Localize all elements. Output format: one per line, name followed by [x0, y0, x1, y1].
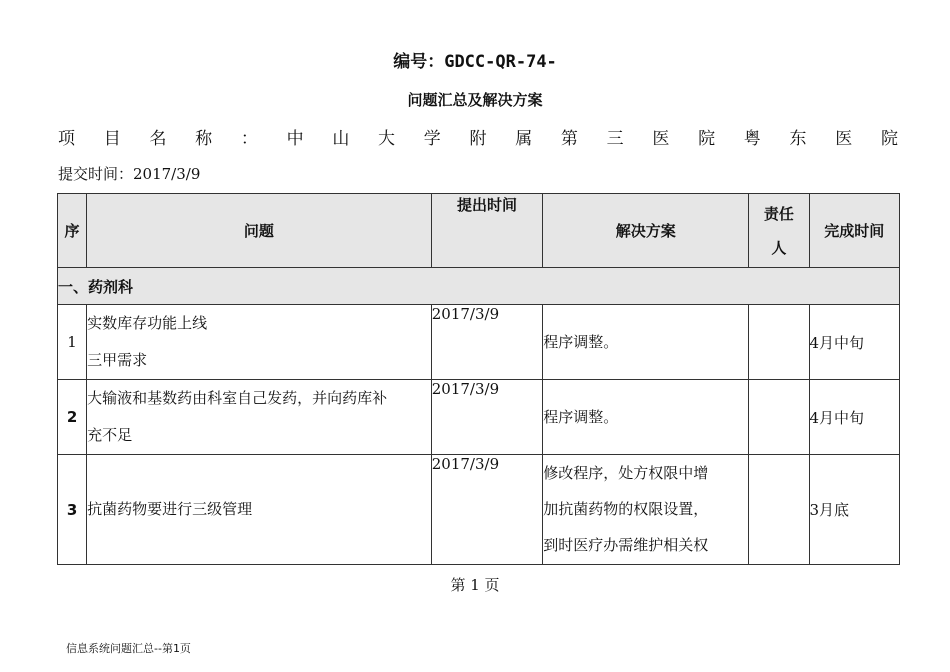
project-char: 属 — [515, 129, 533, 149]
section-row — [58, 268, 900, 305]
project-char: 大 — [378, 129, 396, 149]
submit-time: 提交时间：2017/3/9 — [58, 165, 201, 183]
project-char: 名 — [149, 129, 167, 149]
document-title: 问题汇总及解决方案 — [407, 91, 543, 109]
project-char: 目 — [103, 129, 121, 149]
table-row — [58, 305, 900, 380]
document-number: 编号：GDCC-QR-74- — [393, 52, 557, 72]
project-name-line — [58, 124, 898, 149]
row-issue — [87, 380, 432, 455]
row-time: 2017/3/9 — [431, 305, 543, 380]
header-submit-time: 提出时间 — [431, 194, 543, 268]
page-number: 第 1 页 — [450, 576, 500, 594]
table-row — [58, 380, 900, 455]
row-seq: 2 — [58, 380, 87, 455]
issue-line: 大输液和基数药由科室自己发药，并向药库补 — [87, 389, 388, 407]
project-char: 粤 — [743, 129, 761, 149]
issues-table — [57, 193, 900, 565]
project-char: 第 — [560, 129, 578, 149]
project-char: 东 — [789, 129, 807, 149]
header-solution: 解决方案 — [543, 194, 749, 268]
project-char: 山 — [332, 129, 350, 149]
row-seq: 3 — [58, 455, 87, 565]
table-header-row — [58, 194, 900, 268]
row-issue — [87, 305, 432, 380]
project-char: 学 — [423, 129, 441, 149]
project-char: 中 — [286, 129, 304, 149]
project-char: ： — [240, 129, 258, 149]
row-done: 3月底 — [809, 455, 899, 565]
row-done: 4月中旬 — [809, 380, 899, 455]
project-char: 院 — [880, 129, 898, 149]
project-char: 院 — [698, 129, 716, 149]
section-title: 一、药剂科 — [58, 268, 900, 305]
row-owner — [749, 380, 809, 455]
row-solution: 程序调整。 — [543, 305, 749, 380]
row-owner — [749, 305, 809, 380]
row-solution — [543, 455, 749, 565]
row-issue: 抗菌药物要进行三级管理 — [87, 455, 432, 565]
solution-line: 加抗菌药物的权限设置， — [543, 500, 709, 518]
row-done: 4月中旬 — [809, 305, 899, 380]
row-owner — [749, 455, 809, 565]
project-char: 附 — [469, 129, 487, 149]
issue-line: 三甲需求 — [87, 351, 148, 369]
project-char: 三 — [606, 129, 624, 149]
issue-line: 充不足 — [87, 426, 133, 444]
header-done-time: 完成时间 — [809, 194, 899, 268]
header-owner-line: 责任 — [763, 204, 794, 223]
header-owner — [749, 194, 809, 268]
project-char: 医 — [835, 129, 853, 149]
row-time: 2017/3/9 — [431, 380, 543, 455]
issue-line: 实数库存功能上线 — [87, 314, 208, 332]
row-solution: 程序调整。 — [543, 380, 749, 455]
project-char: 医 — [652, 129, 670, 149]
row-seq: 1 — [58, 305, 87, 380]
page-footer: 信息系统问题汇总--第1页 — [66, 642, 191, 655]
header-owner-line: 人 — [771, 238, 787, 257]
project-char: 称 — [195, 129, 213, 149]
project-char: 项 — [58, 129, 75, 149]
row-time: 2017/3/9 — [431, 455, 543, 565]
solution-line: 到时医疗办需维护相关权 — [543, 536, 709, 554]
table-row — [58, 455, 900, 565]
header-seq: 序 — [58, 194, 87, 268]
header-issue: 问题 — [87, 194, 432, 268]
solution-line: 修改程序，处方权限中增 — [543, 464, 709, 482]
